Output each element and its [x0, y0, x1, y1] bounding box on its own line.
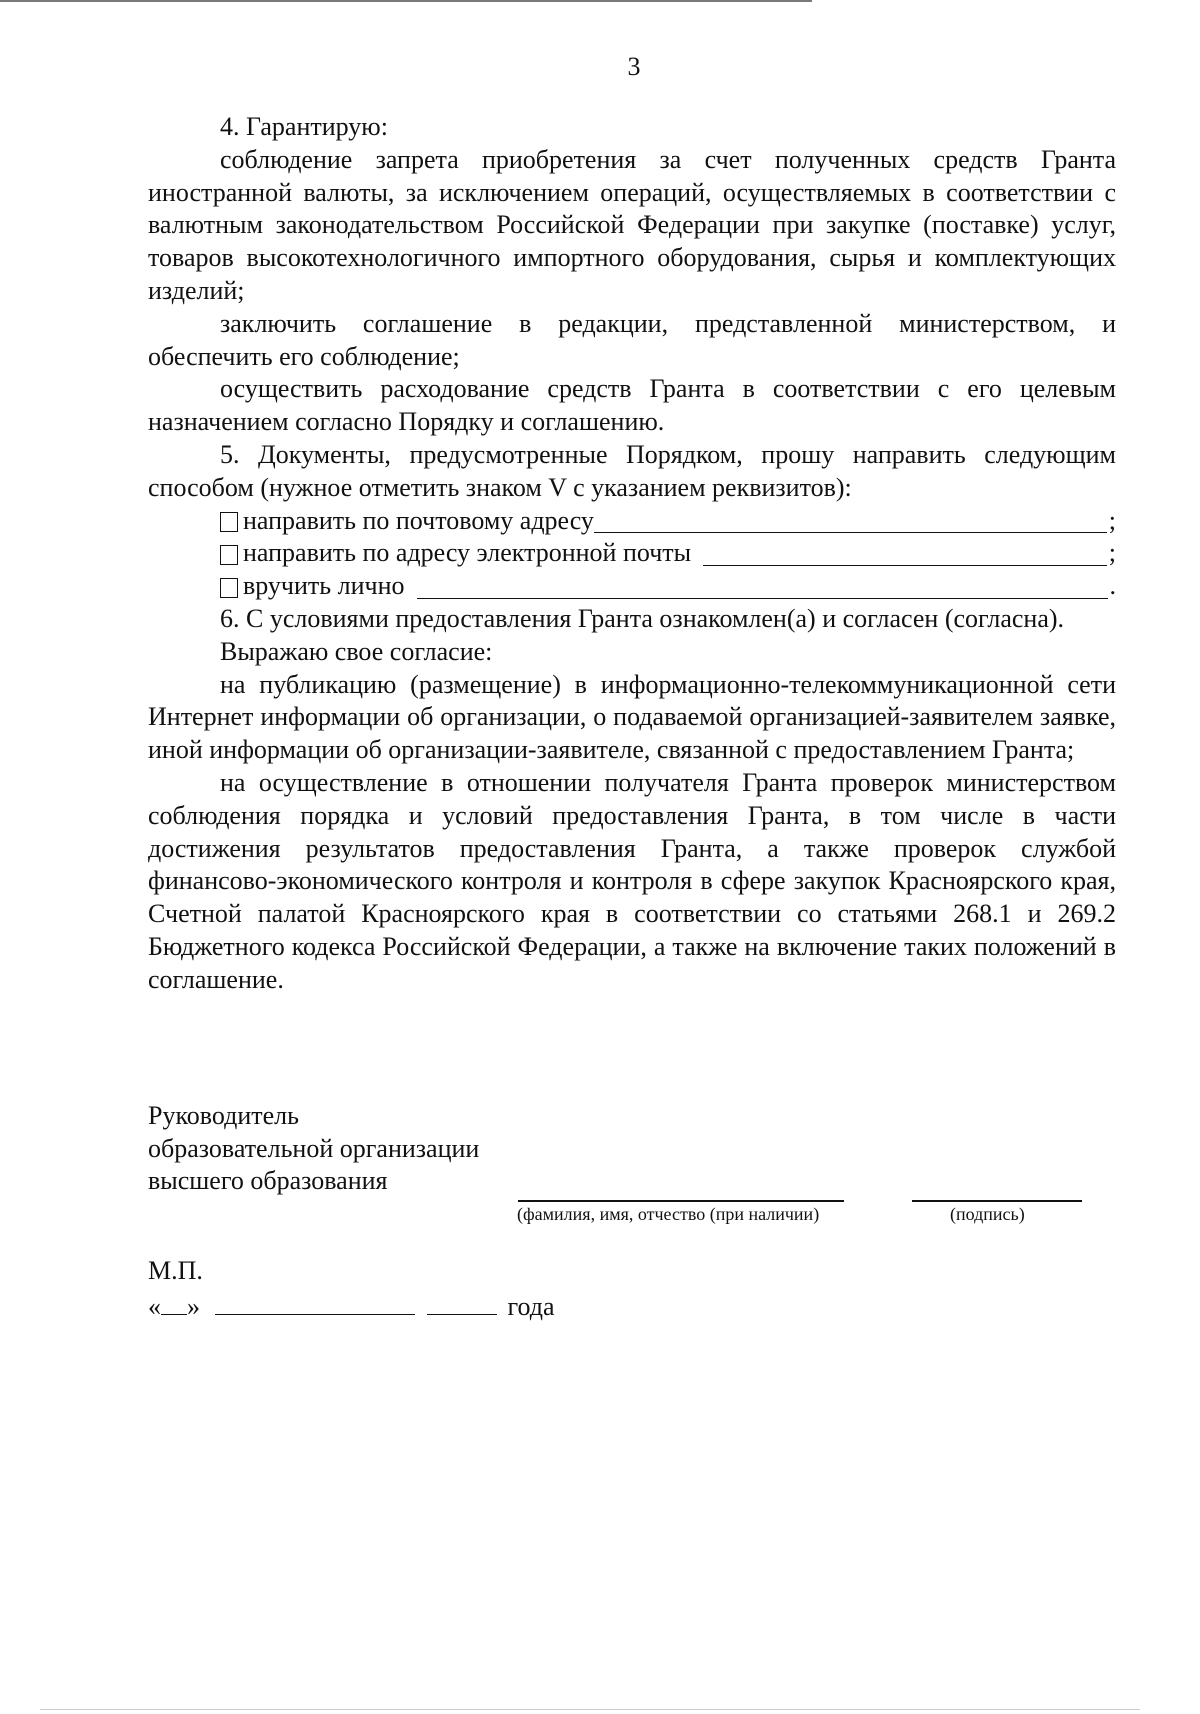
year-word: года — [507, 1292, 555, 1321]
option-postal-address — [148, 505, 1116, 538]
email-blank[interactable] — [703, 541, 1107, 566]
month-blank[interactable] — [215, 1292, 415, 1315]
section4-heading: 4. Гарантирую: — [220, 112, 388, 141]
day-blank[interactable] — [161, 1292, 187, 1315]
date-row — [148, 1292, 555, 1322]
signer-title-line: Руководитель — [148, 1101, 299, 1130]
sign-signature-line[interactable] — [912, 1200, 1082, 1202]
section6-text: 6. С условиями предоставления Гранта ознакомлен(а) и согласен (согласна). — [220, 603, 1065, 633]
signature-block — [148, 1100, 479, 1198]
scan-edge-top — [0, 0, 812, 2]
postal-checkbox[interactable] — [220, 512, 238, 532]
in-person-checkbox[interactable] — [220, 578, 238, 598]
sign-caption: (подпись) — [950, 1204, 1025, 1224]
year-blank[interactable] — [427, 1292, 497, 1315]
scan-edge-bottom — [40, 1709, 1140, 1710]
option-label: вручить лично — [243, 571, 405, 601]
signer-title-line: образовательной организации — [148, 1133, 480, 1163]
option-label: направить по почтовому адресу — [243, 505, 594, 535]
consent-item: на публикацию (размещение) в информационно-телекоммуникационной сети Интернет информации об организации, о подаваемой организацией-заявителем заявке, иной информации об организации-заявителе, связанной с предоставлением Гранта; — [148, 669, 1116, 765]
document-body — [148, 111, 1116, 997]
date-open-quote: « — [148, 1292, 161, 1321]
option-end: ; — [1108, 505, 1116, 535]
page-number: 3 — [627, 52, 641, 81]
in-person-blank[interactable] — [417, 574, 1108, 599]
postal-address-blank[interactable] — [594, 508, 1107, 533]
signer-title-line: высшего образования — [148, 1166, 388, 1195]
option-end: . — [1109, 571, 1116, 601]
consent-item: на осуществление в отношении получателя Гранта проверок министерством соблюдения порядка и условий предоставления Гранта, в том числе в части достижения результатов предоставления Гранта, а также проверок службой финансово-экономического контроля и контроля в сфере закупок Красноярского края, Счетной палатой Красноярского края в соответствии со статьями 268.1 и 269.2 Бюджетного кодекса Российской Федерации, а также на включение таких положений в соглашение. — [148, 767, 1116, 994]
name-signature-line[interactable] — [518, 1200, 844, 1202]
section4-item: заключить соглашение в редакции, представленной министерством, и обеспечить его соблюдение; — [148, 308, 1116, 371]
section4-item: осуществить расходование средств Гранта в соответствии с его целевым назначением согласно Порядку и соглашению. — [148, 374, 1116, 437]
option-in-person — [148, 570, 1116, 603]
consent-heading: Выражаю свое согласие: — [220, 636, 493, 666]
option-end: ; — [1108, 538, 1116, 568]
name-caption: (фамилия, имя, отчество (при наличии) — [517, 1204, 820, 1224]
email-checkbox[interactable] — [220, 545, 238, 565]
stamp-label: М.П. — [148, 1256, 203, 1285]
option-email — [148, 537, 1116, 570]
date-close-quote: » — [187, 1292, 200, 1321]
section5-text: 5. Документы, предусмотренные Порядком, прошу направить следующим способом (нужное отметить знаком V с указанием реквизитов): — [148, 439, 1116, 502]
option-label: направить по адресу электронной почты — [243, 538, 692, 568]
section4-item: соблюдение запрета приобретения за счет полученных средств Гранта иностранной валюты, за исключением операций, осуществляемых в соответствии с валютным законодательством Российской Федерации при закупке (поставке) услуг, товаров высокотехнологичного импортного оборудования, сырья и комплектующих изделий; — [148, 144, 1116, 305]
